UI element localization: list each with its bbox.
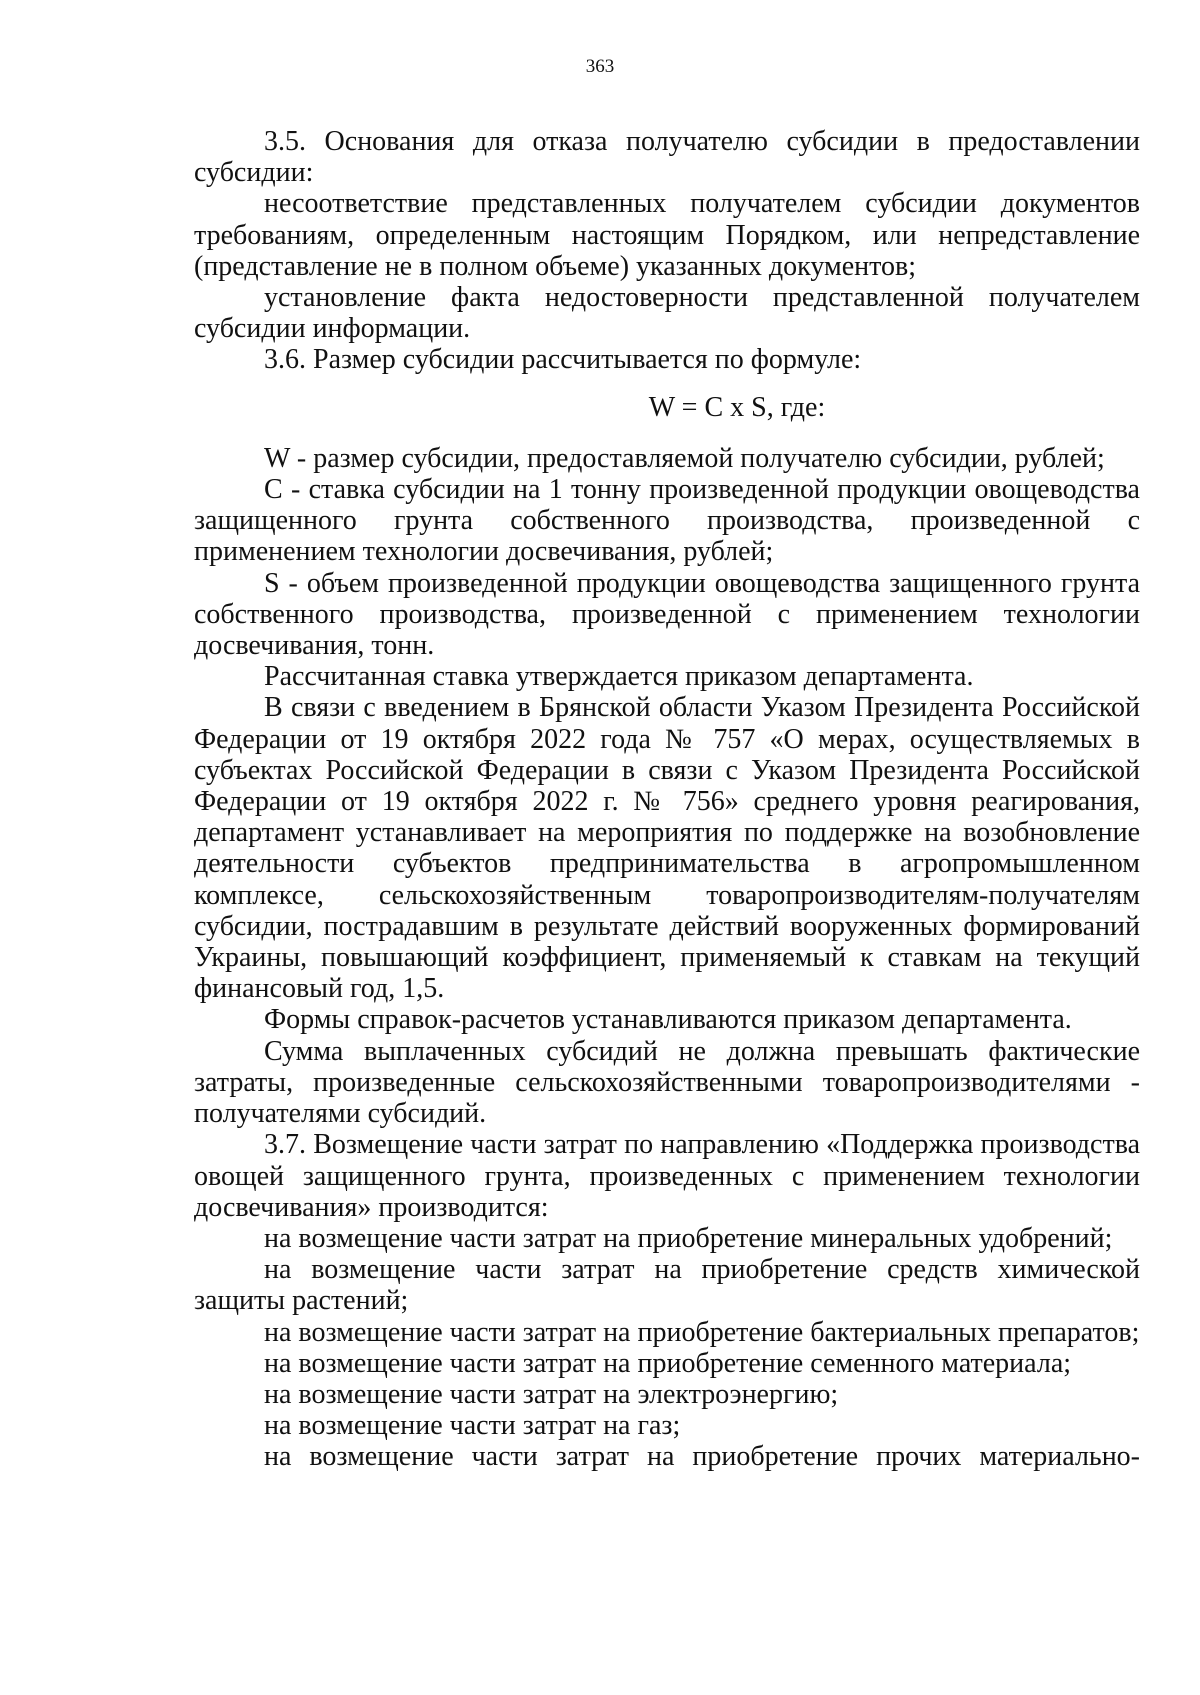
paragraph-3-5: 3.5. Основания для отказа получателю субсидии в предоставлении субсидии: <box>194 126 1140 189</box>
definition-w: W - размер субсидии, предоставляемой получателю субсидии, рублей; <box>264 442 1105 474</box>
paragraph-refusal-ground-2: установление факта недостоверности представленной получателем субсидии информации. <box>194 282 1140 345</box>
list-item-electricity: на возмещение части затрат на электроэнергию; <box>264 1378 839 1410</box>
list-item-fertilizers: на возмещение части затрат на приобретение минеральных удобрений; <box>264 1222 1113 1254</box>
paragraph-refusal-ground-1: несоответствие представленных получателем субсидии документов требованиям, определенным настоящим Порядком, или непредставление (представление не в полном объеме) указанных документов; <box>194 188 1140 282</box>
list-item-other-materials: на возмещение части затрат на приобретение прочих материально- <box>264 1441 1140 1473</box>
list-item-gas: на возмещение части затрат на газ; <box>264 1410 681 1442</box>
page-number: 363 <box>585 56 615 77</box>
paragraph-subsidy-limit: Сумма выплаченных субсидий не должна превышать фактические затраты, произведенные сельскохозяйственными товаропроизводителями - получателями субсидий. <box>194 1035 1140 1130</box>
paragraph-forms: Формы справок-расчетов устанавливаются приказом департамента. <box>264 1004 1072 1036</box>
paragraph-rate-approval: Рассчитанная ставка утверждается приказом департамента. <box>264 661 974 693</box>
definition-s: S - объем произведенной продукции овощеводства защищенного грунта собственного производства, произведенной с применением технологии досвечивания, тонн. <box>194 567 1140 662</box>
list-item-plant-protection: на возмещение части затрат на приобретение средств химической защиты растений; <box>194 1254 1140 1317</box>
formula: W = C x S, где: <box>648 391 826 423</box>
paragraph-3-6: 3.6. Размер субсидии рассчитывается по формуле: <box>264 344 862 376</box>
list-item-seed: на возмещение части затрат на приобретение семенного материала; <box>264 1347 1072 1379</box>
document-body <box>194 126 1140 1473</box>
paragraph-3-7: 3.7. Возмещение части затрат по направлению «Поддержка производства овощей защищенного грунта, произведенных с применением технологии досвечивания» производится: <box>194 1129 1140 1223</box>
definition-c: С - ставка субсидии на 1 тонну произведенной продукции овощеводства защищенного грунта собственного производства, произведенной с применением технологии досвечивания, рублей; <box>194 474 1140 568</box>
paragraph-coefficient: В связи с введением в Брянской области Указом Президента Российской Федерации от 19 октября 2022 года № 757 «О мерах, осуществляемых в субъектах Российской Федерации в связи с Указом Президента Российской Федерации от 19 октября 2022 г. № 756» среднего уровня реагирования, департамент устанавливает на мероприятия по поддержке на возобновление деятельности субъектов предпринимательства в агропромышленном комплексе, сельскохозяйственным товаропроизводителям-получателям субсидии, пострадавшим в результате действий вооруженных формирований Украины, повышающий коэффициент, применяемый к ставкам на текущий финансовый год, 1,5. <box>194 692 1140 1005</box>
list-item-bacterial: на возмещение части затрат на приобретение бактериальных препаратов; <box>264 1316 1140 1348</box>
